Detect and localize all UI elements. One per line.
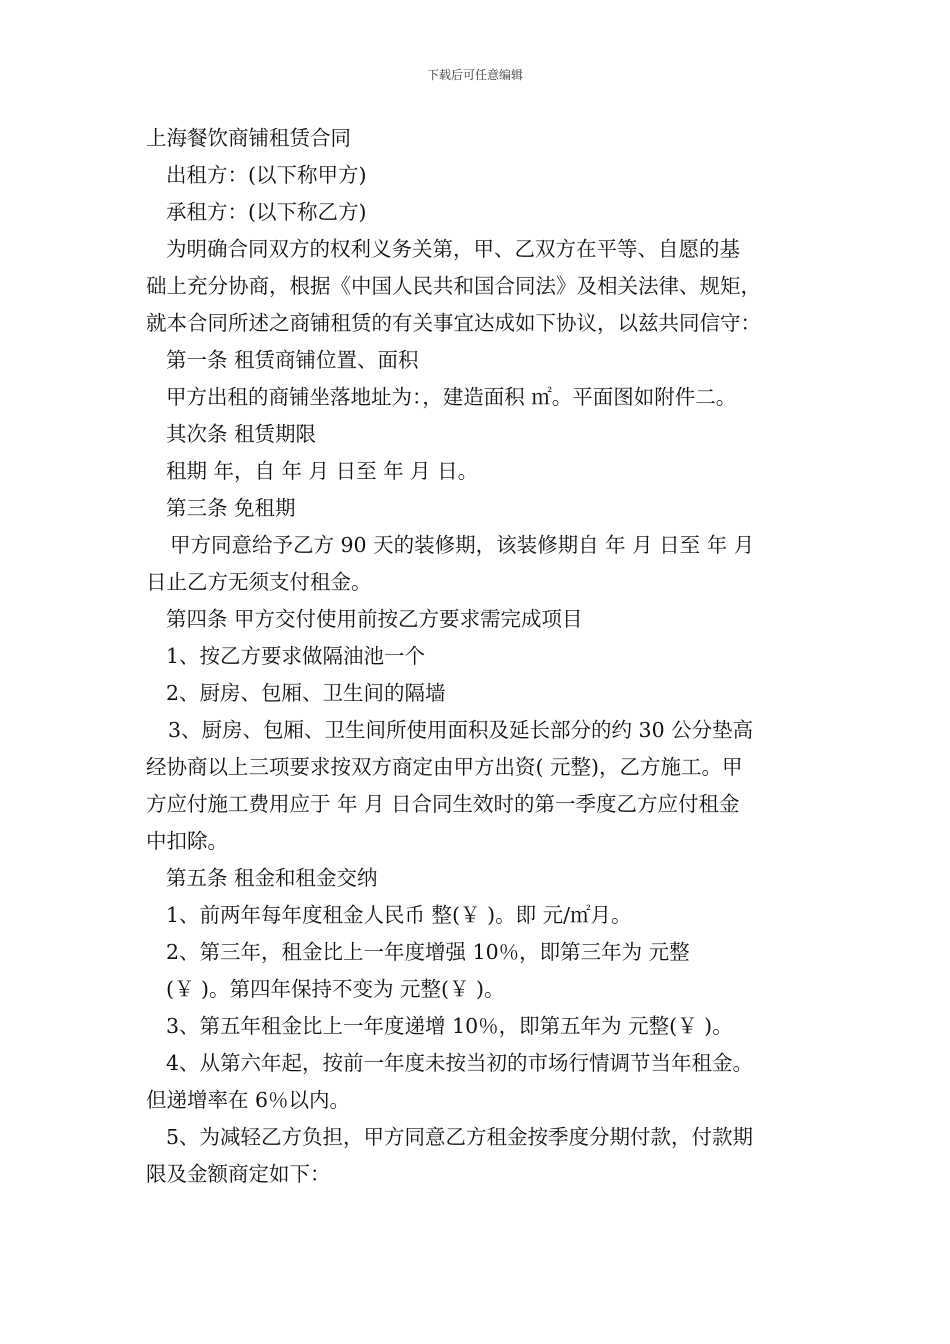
article-4-heading: 第四条 甲方交付使用前按乙方要求需完成项目 (166, 607, 583, 631)
lessee-line: 承租方：(以下称乙方) (166, 200, 367, 224)
article-4-item: 2、厨房、包厢、卫生间的隔墙 (166, 681, 446, 705)
article-5-text: 限及金额商定如下： (146, 1162, 331, 1186)
preamble-line: 就本合同所述之商铺租赁的有关事宜达成如下协议，以兹共同信守： (146, 311, 761, 335)
article-4-text: 方应付施工费用应于 年 月 日合同生效时的第一季度乙方应付租金 (146, 792, 740, 816)
article-5-item: 5、为减轻乙方负担，甲方同意乙方租金按季度分期付款，付款期 (166, 1125, 754, 1149)
article-3-text: 甲方同意给予乙方 90 天的装修期，该装修期自 年 月 日至 年 月 (170, 533, 755, 557)
article-2-text: 租期 年，自 年 月 日至 年 月 日。 (166, 459, 479, 483)
article-1-heading: 第一条 租赁商铺位置、面积 (166, 348, 419, 372)
preamble-line: 础上充分协商，根据《中国人民共和国合同法》及相关法律、规矩， (146, 274, 761, 298)
article-1-text: 甲方出租的商铺坐落地址为：，建造面积 ㎡。平面图如附件二。 (166, 385, 737, 409)
article-5-item: (￥ )。第四年保持不变为 元整(￥ )。 (166, 977, 505, 1001)
article-5-heading: 第五条 租金和租金交纳 (166, 866, 378, 890)
article-5-item: 1、前两年每年度租金人民币 整(￥ )。即 元/㎡月。 (166, 903, 632, 927)
article-5-item: 2、第三年，租金比上一年度增强 10％，即第三年为 元整 (166, 940, 690, 964)
contract-title: 上海餐饮商铺租赁合同 (146, 126, 351, 150)
document-body (146, 120, 826, 1193)
page-header-note: 下载后可任意编辑 (426, 68, 523, 82)
article-3-text: 日止乙方无须支付租金。 (146, 570, 372, 594)
article-5-text: 但递增率在 6％以内。 (146, 1088, 351, 1112)
article-5-item: 4、从第六年起，按前一年度未按当初的市场行情调节当年租金。 (166, 1051, 754, 1075)
lessor-line: 出租方：(以下称甲方) (166, 163, 367, 187)
article-4-item: 1、按乙方要求做隔油池一个 (166, 644, 426, 668)
article-4-text: 经协商以上三项要求按双方商定由甲方出资( 元整)，乙方施工。甲 (146, 755, 743, 779)
article-4-item: 3、厨房、包厢、卫生间所使用面积及延长部分的约 30 公分垫高 (168, 718, 754, 742)
article-2-heading: 其次条 租赁期限 (166, 422, 317, 446)
article-3-heading: 第三条 免租期 (166, 496, 296, 520)
article-4-text: 中扣除。 (146, 829, 228, 853)
article-5-item: 3、第五年租金比上一年度递增 10％，即第五年为 元整(￥ )。 (166, 1014, 733, 1038)
preamble-line: 为明确合同双方的权利义务关第，甲、乙双方在平等、自愿的基 (166, 237, 740, 261)
